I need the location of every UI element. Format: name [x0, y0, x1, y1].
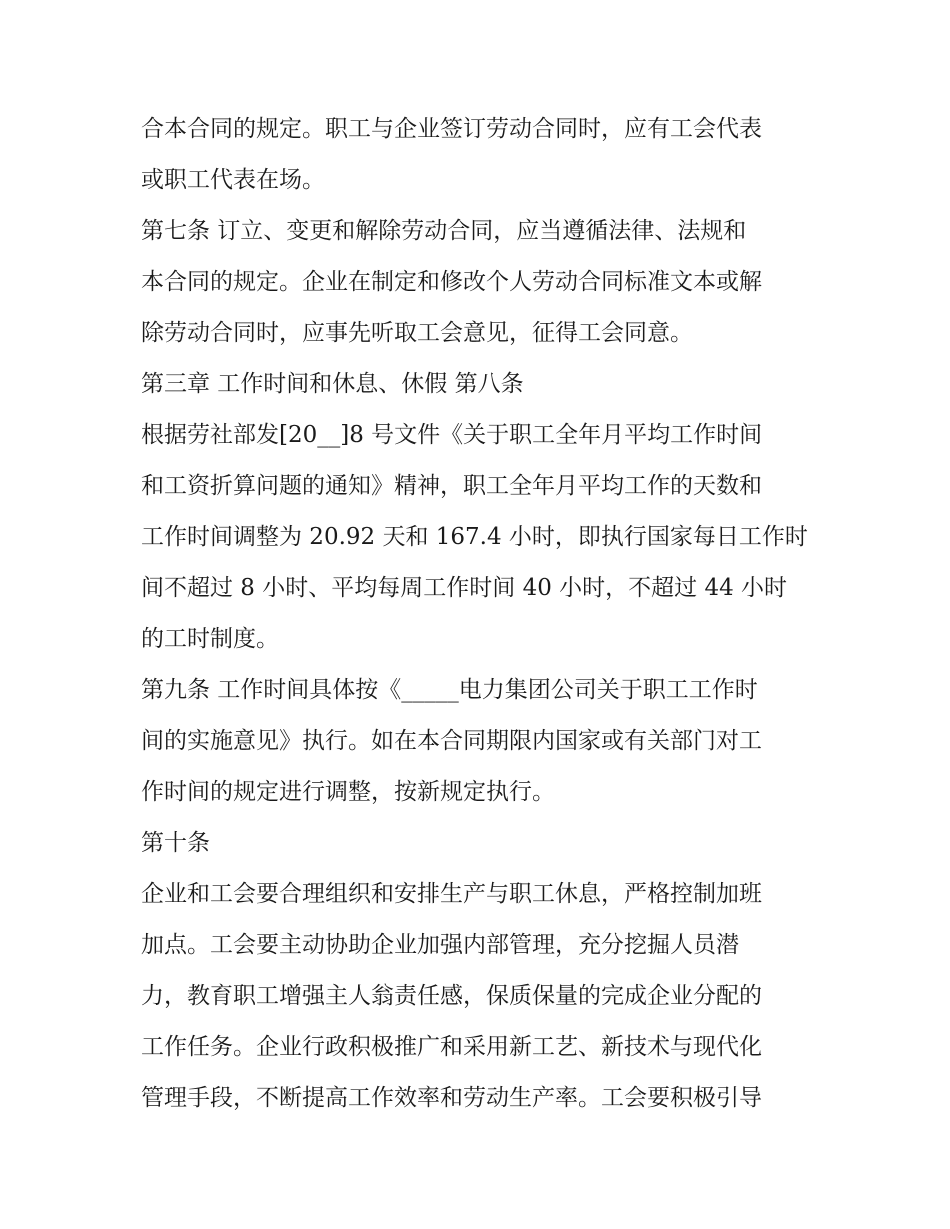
text-line: 根据劳社部发[20__]8 号文件《关于职工全年月平均工作时间: [141, 422, 763, 448]
text-line: 加点。工会要主动协助企业加强内部管理，充分挖掘人员潜: [141, 932, 739, 958]
chapter-3-heading: 第三章 工作时间和休息、休假 第八条: [141, 371, 524, 397]
text-line: 工作任务。企业行政积极推广和采用新工艺、新技术与现代化: [141, 1034, 762, 1060]
text-line: 间的实施意见》执行。如在本合同期限内国家或有关部门对工: [141, 728, 762, 754]
article-9-heading: 第九条 工作时间具体按《_____电力集团公司关于职工工作时: [141, 677, 758, 703]
text-line: 力，教育职工增强主人翁责任感，保质保量的完成企业分配的: [141, 983, 762, 1009]
text-line: 和工资折算问题的通知》精神，职工全年月平均工作的天数和: [141, 473, 762, 499]
text-line: 企业和工会要合理组织和安排生产与职工休息，严格控制加班: [141, 881, 762, 907]
text-line: 合本合同的规定。职工与企业签订劳动合同时，应有工会代表: [141, 116, 762, 142]
text-line: 或职工代表在场。: [141, 167, 325, 193]
article-10-heading: 第十条: [141, 830, 210, 856]
text-line: 的工时制度。: [141, 626, 279, 652]
text-line: 除劳动合同时，应事先听取工会意见，征得工会同意。: [141, 320, 693, 346]
article-7-heading: 第七条 订立、变更和解除劳动合同，应当遵循法律、法规和: [141, 218, 747, 244]
text-line: 工作时间调整为 20.92 天和 167.4 小时，即执行国家每日工作时: [141, 524, 808, 550]
text-line: 作时间的规定进行调整，按新规定执行。: [141, 779, 555, 805]
text-line: 本合同的规定。企业在制定和修改个人劳动合同标准文本或解: [141, 269, 762, 295]
text-line: 管理手段，不断提高工作效率和劳动生产率。工会要积极引导: [141, 1085, 762, 1111]
text-line: 间不超过 8 小时、平均每周工作时间 40 小时，不超过 44 小时: [141, 575, 788, 601]
document-body: [141, 104, 821, 1124]
